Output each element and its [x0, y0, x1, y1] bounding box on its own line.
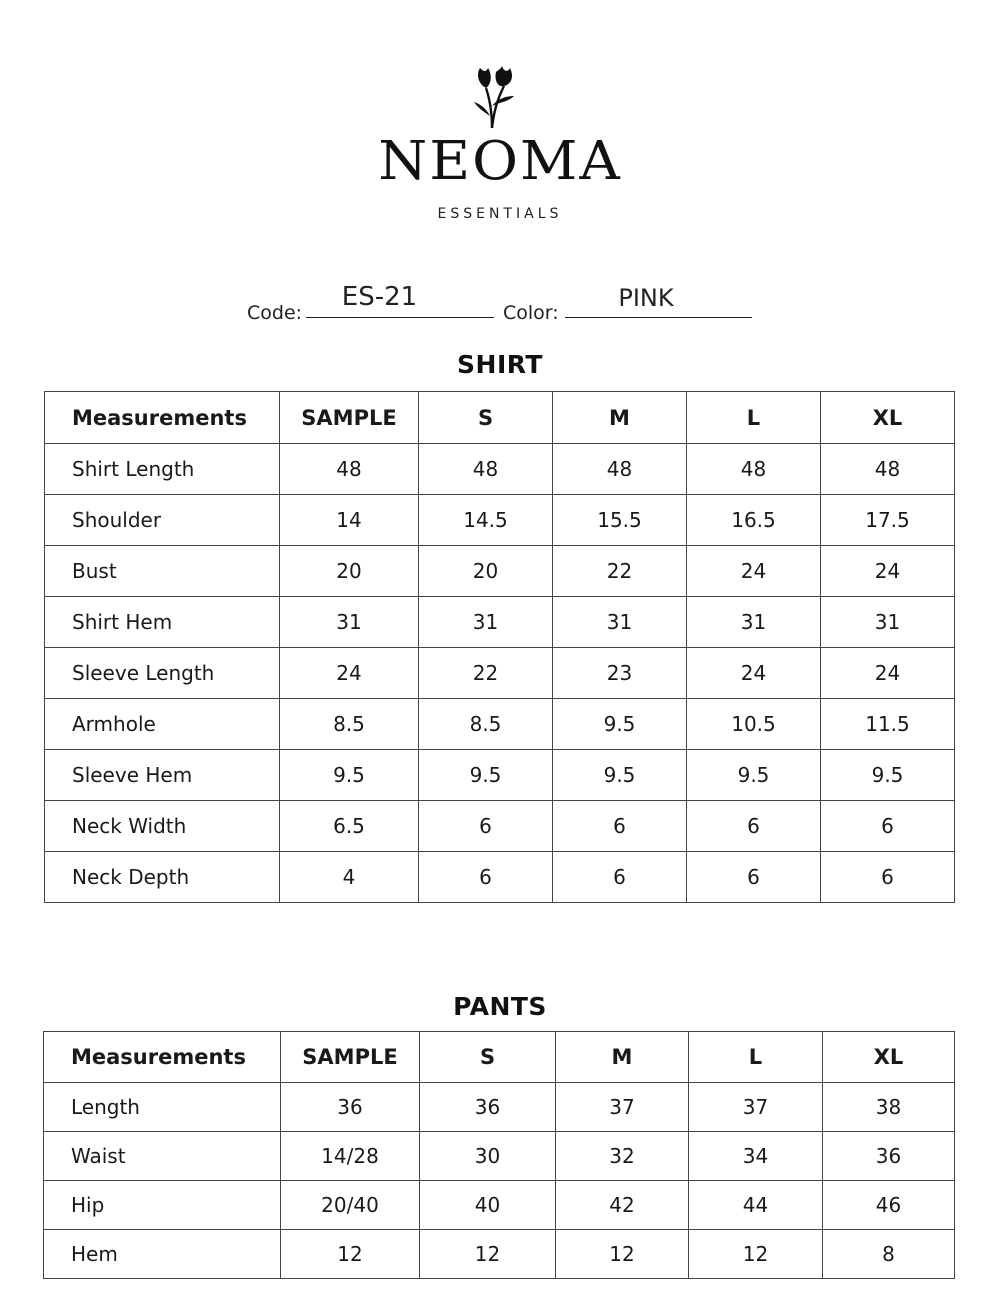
table-cell: 8.5	[280, 699, 419, 750]
table-cell: 48	[553, 444, 687, 495]
header-cell: SAMPLE	[281, 1032, 420, 1083]
table-cell: 12	[556, 1230, 689, 1279]
header-cell: S	[420, 1032, 556, 1083]
table-cell: 6	[553, 852, 687, 903]
table-cell: 31	[419, 597, 553, 648]
measurement-name: Hem	[44, 1230, 281, 1279]
table-cell: 20	[280, 546, 419, 597]
measurement-name: Length	[44, 1083, 281, 1132]
table-cell: 14/28	[281, 1132, 420, 1181]
product-meta	[0, 282, 1000, 322]
table-cell: 36	[823, 1132, 955, 1181]
table-cell: 24	[687, 546, 821, 597]
header-cell: M	[553, 392, 687, 444]
table-cell: 9.5	[687, 750, 821, 801]
shirt-title: SHIRT	[457, 350, 543, 379]
table-cell: 15.5	[553, 495, 687, 546]
header-cell: Measurements	[45, 392, 280, 444]
table-row	[45, 648, 955, 699]
table-cell: 31	[687, 597, 821, 648]
color-label: Color:	[503, 302, 559, 324]
table-cell: 38	[823, 1083, 955, 1132]
table-cell: 37	[689, 1083, 823, 1132]
table-header-row	[44, 1032, 955, 1083]
table-cell: 31	[553, 597, 687, 648]
table-cell: 24	[821, 546, 955, 597]
table-row	[45, 852, 955, 903]
table-cell: 36	[420, 1083, 556, 1132]
header-cell: L	[689, 1032, 823, 1083]
table-cell: 30	[420, 1132, 556, 1181]
table-row	[45, 546, 955, 597]
table-cell: 6	[821, 852, 955, 903]
table-row	[45, 750, 955, 801]
header-cell: XL	[823, 1032, 955, 1083]
measurement-name: Sleeve Hem	[45, 750, 280, 801]
table-cell: 32	[556, 1132, 689, 1181]
tulip-flowers-icon	[470, 62, 530, 130]
table-cell: 9.5	[280, 750, 419, 801]
table-cell: 6	[553, 801, 687, 852]
measurement-name: Bust	[45, 546, 280, 597]
table-row	[45, 597, 955, 648]
table-row	[45, 444, 955, 495]
measurement-name: Shirt Length	[45, 444, 280, 495]
code-value: ES-21	[341, 282, 418, 312]
table-row	[45, 699, 955, 750]
table-cell: 20/40	[281, 1181, 420, 1230]
brand-tagline: ESSENTIALS	[437, 206, 563, 222]
brand-logo	[0, 62, 1000, 130]
header-cell: S	[419, 392, 553, 444]
table-cell: 9.5	[553, 699, 687, 750]
table-cell: 9.5	[419, 750, 553, 801]
table-cell: 14	[280, 495, 419, 546]
measurement-name: Shirt Hem	[45, 597, 280, 648]
table-cell: 16.5	[687, 495, 821, 546]
measurement-name: Shoulder	[45, 495, 280, 546]
table-cell: 6	[687, 852, 821, 903]
table-cell: 22	[553, 546, 687, 597]
table-cell: 36	[281, 1083, 420, 1132]
table-cell: 37	[556, 1083, 689, 1132]
measurement-name: Hip	[44, 1181, 281, 1230]
pants-title: PANTS	[453, 992, 547, 1021]
header-cell: L	[687, 392, 821, 444]
table-cell: 6	[419, 801, 553, 852]
code-label: Code:	[247, 302, 303, 324]
table-row	[44, 1132, 955, 1181]
table-cell: 12	[281, 1230, 420, 1279]
table-cell: 24	[280, 648, 419, 699]
color-underline	[565, 317, 752, 318]
header-cell: Measurements	[44, 1032, 281, 1083]
table-cell: 9.5	[821, 750, 955, 801]
table-cell: 6	[687, 801, 821, 852]
table-cell: 42	[556, 1181, 689, 1230]
table-cell: 31	[821, 597, 955, 648]
table-row	[45, 495, 955, 546]
header-cell: SAMPLE	[280, 392, 419, 444]
table-cell: 48	[687, 444, 821, 495]
table-row	[44, 1230, 955, 1279]
table-row	[44, 1083, 955, 1132]
table-header-row	[45, 392, 955, 444]
table-cell: 6	[821, 801, 955, 852]
table-cell: 48	[821, 444, 955, 495]
header-cell: M	[556, 1032, 689, 1083]
table-cell: 48	[280, 444, 419, 495]
shirt-size-table	[44, 391, 955, 903]
measurement-name: Neck Width	[45, 801, 280, 852]
table-cell: 24	[687, 648, 821, 699]
header-cell: XL	[821, 392, 955, 444]
table-cell: 22	[419, 648, 553, 699]
measurement-name: Waist	[44, 1132, 281, 1181]
table-cell: 31	[280, 597, 419, 648]
table-cell: 8	[823, 1230, 955, 1279]
table-cell: 11.5	[821, 699, 955, 750]
table-cell: 6	[419, 852, 553, 903]
brand-name: NEOMA	[378, 130, 622, 193]
table-cell: 14.5	[419, 495, 553, 546]
table-row	[45, 801, 955, 852]
table-cell: 9.5	[553, 750, 687, 801]
table-cell: 20	[419, 546, 553, 597]
table-cell: 48	[419, 444, 553, 495]
table-cell: 44	[689, 1181, 823, 1230]
table-cell: 12	[420, 1230, 556, 1279]
table-cell: 8.5	[419, 699, 553, 750]
measurement-name: Sleeve Length	[45, 648, 280, 699]
table-cell: 10.5	[687, 699, 821, 750]
table-cell: 23	[553, 648, 687, 699]
table-cell: 4	[280, 852, 419, 903]
pants-size-table	[43, 1031, 955, 1279]
table-row	[44, 1181, 955, 1230]
table-cell: 6.5	[280, 801, 419, 852]
color-value: PINK	[618, 284, 674, 312]
measurement-name: Neck Depth	[45, 852, 280, 903]
table-cell: 12	[689, 1230, 823, 1279]
table-cell: 24	[821, 648, 955, 699]
table-cell: 34	[689, 1132, 823, 1181]
code-underline	[306, 317, 494, 318]
table-cell: 46	[823, 1181, 955, 1230]
table-cell: 17.5	[821, 495, 955, 546]
table-cell: 40	[420, 1181, 556, 1230]
measurement-name: Armhole	[45, 699, 280, 750]
